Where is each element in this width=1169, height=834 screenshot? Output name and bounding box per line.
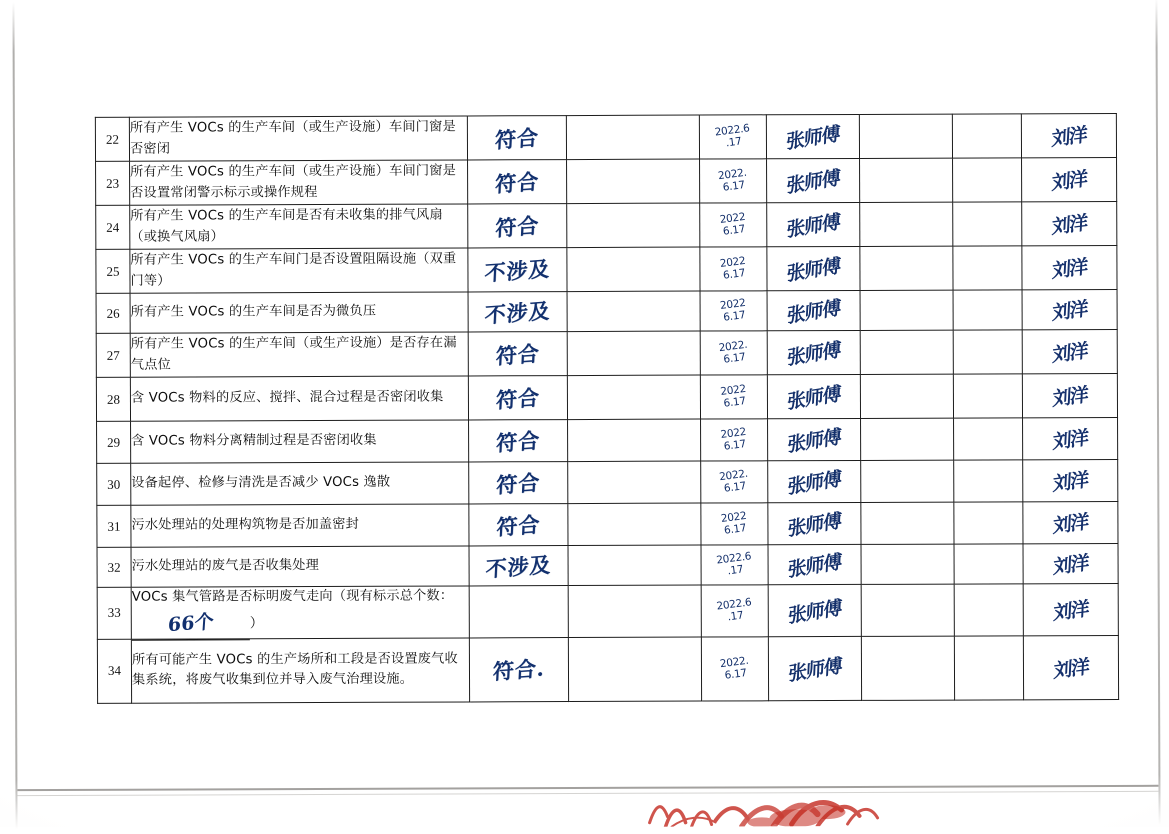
row-number-cell [97, 547, 131, 587]
row-result-cell [468, 160, 567, 204]
row-result-cell [469, 586, 568, 638]
row-blank-cell-b [953, 202, 1022, 246]
row-blank-cell-b [954, 418, 1023, 460]
row-remark-cell [567, 203, 700, 248]
row-item-cell [130, 332, 468, 377]
row-date-cell [700, 159, 767, 203]
row-date-cell [700, 375, 767, 419]
row-result-cell [468, 332, 567, 376]
row-item-text: 污水处理站的废气是否收集处理 [131, 558, 320, 575]
row-number: 30 [107, 476, 121, 492]
handwritten-signature-reviewer: 刘洋 [1052, 468, 1089, 496]
row-result-cell [468, 376, 567, 420]
handwritten-signature-reviewer: 刘洋 [1052, 597, 1089, 625]
row-item-cell [131, 420, 469, 463]
handwritten-signature-inspector: 张师傅 [786, 382, 842, 414]
row-item-text: 设备起停、检修与清洗是否减少 VOCs 逸散 [131, 475, 391, 492]
row-remark-cell [567, 247, 700, 292]
row-number-cell [97, 505, 131, 547]
row-blank-cell-a [860, 290, 953, 330]
handwritten-signature-reviewer: 刘洋 [1052, 510, 1089, 538]
row-result-cell [468, 204, 567, 248]
row-review-signature-cell [1022, 289, 1117, 329]
row-blank-cell-a [861, 544, 954, 584]
row-number-cell [96, 161, 130, 205]
table-row [95, 113, 1116, 161]
handwritten-result: 不涉及 [484, 297, 552, 328]
row-blank-cell-b [953, 374, 1022, 418]
handwritten-signature-inspector: 张师傅 [786, 296, 841, 328]
row-date-cell [701, 461, 768, 503]
row-number: 34 [107, 663, 122, 679]
row-remark-cell [567, 331, 700, 376]
row-item-cell [130, 376, 468, 421]
handwritten-date: 2022.6 .17 [714, 122, 751, 150]
row-result-cell [468, 292, 567, 332]
handwritten-date: 2022.6 .17 [715, 550, 752, 578]
row-blank-cell-b [954, 544, 1023, 584]
row-number-cell [96, 333, 130, 377]
row-signature-cell [768, 636, 861, 700]
row-signature-cell [767, 246, 860, 290]
row-number: 24 [106, 219, 120, 235]
row-blank-cell-a [861, 584, 954, 636]
row-review-signature-cell [1022, 157, 1117, 201]
row-date-cell [700, 291, 767, 331]
handwritten-signature-inspector: 张师傅 [787, 550, 842, 582]
handwritten-signature-inspector: 张师傅 [785, 122, 841, 154]
handwritten-date: 2022.6 .17 [715, 596, 753, 624]
row-remark-cell [567, 375, 700, 420]
handwritten-signature-inspector: 张师傅 [786, 467, 842, 499]
handwritten-date: 2022. 6.17 [719, 655, 750, 683]
handwritten-count: 66个 [167, 611, 215, 637]
handwritten-date: 2022 6.17 [719, 255, 747, 283]
handwritten-signature-reviewer: 刘洋 [1050, 123, 1087, 151]
row-number: 31 [107, 518, 121, 534]
row-number: 27 [106, 347, 120, 363]
row-number-cell [96, 249, 130, 293]
row-blank-cell-b [952, 114, 1021, 158]
handwritten-signature-inspector: 张师傅 [787, 509, 842, 541]
row-blank-cell-a [861, 636, 954, 700]
row-result-cell [469, 637, 568, 701]
handwritten-signature-reviewer: 刘洋 [1052, 655, 1089, 683]
row-item-text: 污水处理站的处理构筑物是否加盖密封 [131, 517, 360, 534]
row-number-cell [96, 205, 130, 249]
row-item-text: 所有产生 VOCs 的生产车间（或生产设施）车间门窗是否设置常闭警示标示或操作规程 [130, 163, 457, 201]
row-signature-cell [768, 418, 861, 460]
handwritten-signature-reviewer: 刘洋 [1052, 426, 1088, 454]
checklist-table-container [95, 113, 1109, 704]
row-number: 22 [105, 131, 119, 147]
handwritten-signature-inspector: 张师傅 [786, 254, 841, 286]
row-remark-cell [568, 419, 701, 462]
row-result-cell [468, 248, 567, 292]
row-review-signature-cell [1023, 417, 1118, 459]
row-review-signature-cell [1023, 501, 1118, 543]
row-review-signature-cell [1022, 329, 1117, 373]
handwritten-result: 符合 [495, 384, 541, 413]
handwritten-date: 2022 6.17 [719, 426, 747, 454]
row-number: 28 [106, 391, 120, 407]
handwritten-result: 符合 [495, 340, 541, 369]
row-number-cell [95, 117, 129, 161]
row-review-signature-cell [1023, 583, 1118, 635]
row-item-cell [131, 462, 469, 505]
row-blank-cell-a [860, 158, 953, 202]
handwritten-result: 符合 [495, 427, 541, 456]
row-remark-cell [567, 291, 700, 332]
table-row [96, 157, 1117, 205]
row-item-cell [131, 546, 469, 587]
count-fill-blank[interactable] [132, 610, 250, 641]
row-signature-cell [767, 374, 860, 418]
row-item-cell [130, 204, 468, 249]
table-row [96, 289, 1117, 333]
row-remark-cell [568, 637, 701, 702]
row-date-cell [701, 503, 768, 545]
row-signature-cell [767, 330, 860, 374]
row-item-cell [130, 248, 468, 293]
row-date-cell [700, 247, 767, 291]
page-edge-bottom-secondary [17, 791, 1158, 796]
handwritten-signature-inspector: 张师傅 [787, 596, 842, 628]
row-number: 25 [106, 263, 120, 279]
row-blank-cell-b [954, 636, 1023, 700]
row-number-cell [97, 639, 131, 703]
row-result-cell [469, 546, 568, 586]
handwritten-signature-inspector: 张师傅 [786, 425, 842, 457]
row-date-cell [701, 545, 768, 585]
handwritten-result: 符合 [494, 168, 540, 197]
handwritten-signature-inspector: 张师傅 [786, 338, 841, 370]
row-remark-cell [568, 461, 701, 504]
handwritten-signature-reviewer: 刘洋 [1051, 167, 1087, 195]
handwritten-date: 2022. 6.17 [717, 167, 748, 195]
row-item-text: 含 VOCs 物料的反应、搅拌、混合过程是否密闭收集 [130, 389, 444, 407]
table-row [96, 201, 1117, 249]
row-number: 26 [106, 305, 120, 321]
row-blank-cell-b [953, 158, 1022, 202]
handwritten-date: 2022 6.17 [719, 297, 747, 325]
row-date-cell [701, 585, 768, 637]
row-number: 33 [107, 605, 121, 621]
row-blank-cell-b [954, 584, 1023, 636]
row-review-signature-cell [1022, 201, 1117, 245]
row-result-cell [469, 420, 568, 462]
page-edge-left [12, 2, 17, 829]
row-blank-cell-b [953, 330, 1022, 374]
row-remark-cell [567, 159, 700, 204]
handwritten-signature-inspector: 张师傅 [785, 210, 841, 242]
handwritten-result: 符合. [492, 655, 546, 685]
row-number: 23 [106, 175, 120, 191]
handwritten-date: 2022 6.17 [719, 383, 747, 411]
handwritten-signature-inspector: 张师傅 [787, 654, 843, 686]
handwritten-date: 2022 6.17 [719, 211, 746, 239]
row-number-cell [96, 377, 130, 421]
row-blank-cell-a [859, 114, 952, 158]
row-date-cell [700, 203, 767, 247]
row-signature-cell [766, 114, 859, 158]
handwritten-date: 2022. 6.17 [718, 339, 748, 367]
row-review-signature-cell [1022, 245, 1117, 289]
row-number-cell [97, 587, 131, 639]
row-number: 32 [107, 559, 121, 575]
row-item-cell [131, 586, 469, 639]
handwritten-signature-reviewer: 刘洋 [1051, 297, 1088, 325]
handwritten-signature-reviewer: 刘洋 [1051, 255, 1088, 283]
row-blank-cell-a [860, 202, 953, 246]
row-signature-cell [768, 584, 861, 636]
row-item-text: 含 VOCs 物料分离精制过程是否密闭收集 [131, 433, 377, 450]
handwritten-signature-reviewer: 刘洋 [1051, 339, 1088, 367]
page-edge-bottom [17, 785, 1158, 791]
checklist-table [95, 113, 1119, 704]
handwritten-signature-reviewer: 刘洋 [1051, 383, 1088, 411]
row-blank-cell-b [953, 246, 1022, 290]
row-result-cell [467, 116, 566, 160]
row-signature-cell [767, 158, 860, 202]
row-remark-cell [568, 545, 701, 586]
row-signature-cell [768, 502, 861, 544]
table-row [96, 245, 1117, 293]
row-result-cell [469, 462, 568, 504]
row-blank-cell-b [953, 290, 1022, 330]
handwritten-result: 符合 [494, 124, 540, 153]
row-blank-cell-a [860, 330, 953, 374]
table-row [96, 329, 1117, 377]
row-item-cell [129, 116, 467, 161]
row-number-cell [96, 293, 130, 333]
row-review-signature-cell [1021, 113, 1116, 157]
row-remark-cell [568, 585, 701, 637]
row-signature-cell [768, 544, 861, 584]
row-item-text: 所有产生 VOCs 的生产车间是否有未收集的排气风扇（或换气风扇） [130, 207, 443, 245]
row-date-cell [699, 115, 766, 159]
row-date-cell [701, 637, 768, 701]
row-item-cell [130, 160, 468, 205]
row-item-text: 所有产生 VOCs 的生产车间（或生产设施）车间门窗是否密闭 [129, 119, 456, 157]
handwritten-date: 2022. 6.17 [718, 468, 749, 496]
row-review-signature-cell [1022, 373, 1117, 417]
table-row [97, 635, 1118, 703]
row-blank-cell-b [954, 460, 1023, 502]
row-item-text-prefix: VOCs 集气管路是否标明废气走向（现有标示总个数： [131, 588, 454, 605]
handwritten-signature-reviewer: 刘洋 [1051, 211, 1088, 239]
handwritten-result: 不涉及 [485, 551, 553, 582]
table-row [97, 501, 1118, 547]
row-review-signature-cell [1023, 543, 1118, 583]
row-blank-cell-b [954, 502, 1023, 544]
row-item-cell [131, 638, 469, 703]
handwritten-signature-inspector: 张师傅 [785, 166, 841, 198]
handwritten-signature-reviewer: 刘洋 [1052, 551, 1089, 579]
row-item-cell [131, 504, 469, 547]
row-item-text: 所有产生 VOCs 的生产车间是否为微负压 [130, 304, 377, 321]
handwritten-result: 不涉及 [483, 255, 551, 286]
row-blank-cell-a [861, 460, 954, 502]
row-number-cell [97, 463, 131, 505]
row-item-text: 所有可能产生 VOCs 的生产场所和工段是否设置废气收集系统，将废气收集到位并导入废气治理设施。 [131, 651, 458, 689]
row-date-cell [701, 419, 768, 461]
row-blank-cell-a [861, 418, 954, 460]
table-row [97, 417, 1118, 463]
table-row [97, 459, 1118, 505]
row-item-text-suffix: ） [249, 616, 264, 632]
row-number: 29 [107, 434, 121, 450]
row-blank-cell-a [860, 246, 953, 290]
row-item-text: 所有产生 VOCs 的生产车间门是否设置阻隔设施（双重门等） [130, 251, 457, 289]
row-number-cell [97, 421, 131, 463]
row-review-signature-cell [1023, 459, 1118, 501]
page-edge-right [1155, 0, 1160, 825]
handwritten-date: 2022 6.17 [720, 510, 748, 538]
handwritten-result: 符合 [495, 469, 541, 498]
row-signature-cell [767, 290, 860, 330]
row-date-cell [700, 331, 767, 375]
checklist-table-body [95, 113, 1118, 703]
row-review-signature-cell [1023, 635, 1118, 699]
table-row [96, 373, 1117, 421]
table-row [97, 583, 1118, 639]
row-remark-cell [568, 503, 701, 546]
row-signature-cell [767, 202, 860, 246]
row-result-cell [469, 504, 568, 546]
row-item-cell [130, 292, 468, 333]
handwritten-result: 符合 [495, 511, 541, 540]
row-item-text: 所有产生 VOCs 的生产车间（或生产设施）是否存在漏气点位 [130, 335, 457, 373]
row-blank-cell-a [861, 502, 954, 544]
row-blank-cell-a [860, 374, 953, 418]
row-remark-cell [566, 115, 699, 160]
row-signature-cell [768, 460, 861, 502]
handwritten-result: 符合 [494, 212, 540, 241]
table-row [97, 543, 1118, 587]
